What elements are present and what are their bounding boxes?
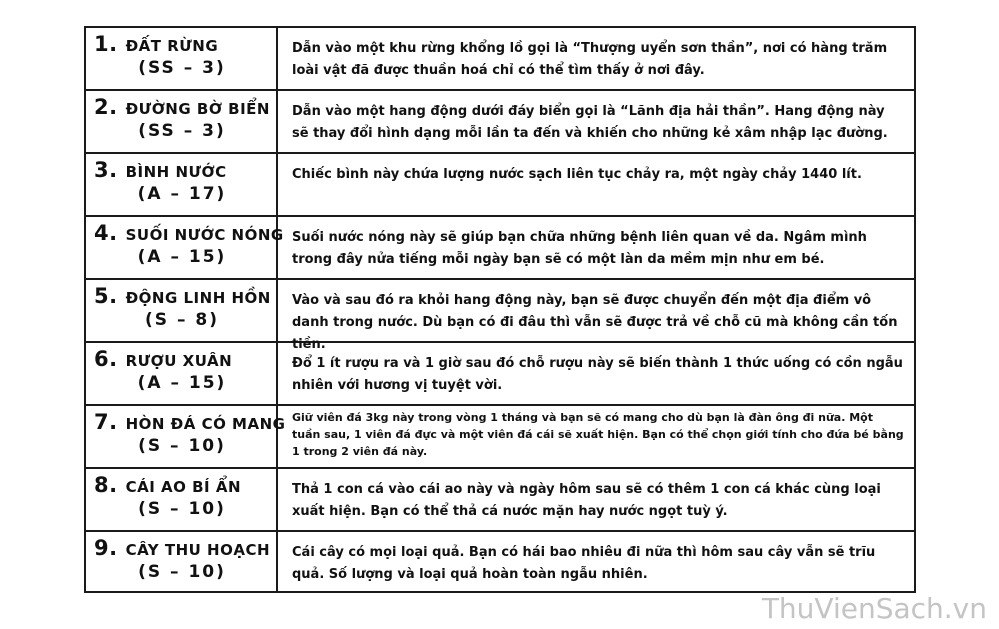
item-description: Chiếc bình này chứa lượng nước sạch liên tục chảy ra, một ngày chảy 1440 lít.: [292, 167, 862, 182]
item-name-cell: [86, 469, 278, 530]
item-title: [94, 95, 270, 119]
table-row: [86, 532, 914, 593]
item-number: 8.: [94, 473, 118, 497]
item-description: Dẫn vào một hang động dưới đáy biển gọi là “Lãnh địa hải thần”. Hang động này sẽ thay đổi hình dạng mỗi lần ta đến và khiến cho những kẻ xâm nhập lạc đường.: [292, 104, 888, 141]
table-row: [86, 406, 914, 469]
item-description: Thả 1 con cá vào cái ao này và ngày hôm sau sẽ có thêm 1 con cá khác cùng loại xuất hiện. Bạn có thể thả cá nước mặn hay nước ngọt tuỳ ý.: [292, 482, 881, 519]
items-table: [84, 26, 916, 593]
item-name-cell: [86, 91, 278, 152]
item-description: Dẫn vào một khu rừng khổng lồ gọi là “Thượng uyển sơn thần”, nơi có hàng trăm loài vật đã được thuần hoá chỉ có thể tìm thấy ở nơi đây.: [292, 41, 888, 78]
item-name: ĐẤT RỪNG: [125, 37, 219, 55]
item-title: [94, 32, 270, 56]
item-rank-code: (A – 15): [137, 247, 227, 267]
item-rank-code: (S – 10): [138, 562, 226, 582]
item-title: [94, 284, 270, 308]
item-number: 4.: [94, 221, 118, 245]
table-row: [86, 154, 914, 217]
item-name-cell: [86, 280, 278, 341]
item-number: 6.: [94, 347, 118, 371]
item-title: [94, 221, 284, 245]
item-name: RƯỢU XUÂN: [125, 352, 233, 370]
item-title: [94, 158, 270, 182]
item-name-cell: [86, 154, 278, 215]
item-description: Cái cây có mọi loại quả. Bạn có hái bao nhiêu đi nữa thì hôm sau cây vẫn sẽ trĩu quả. Số lượng và loại quả hoàn toàn ngẫu nhiên.: [292, 545, 876, 582]
item-rank-code: (A – 17): [137, 184, 227, 204]
item-name: CÂY THU HOẠCH: [125, 541, 271, 559]
item-number: 7.: [94, 410, 118, 434]
table-row: [86, 469, 914, 532]
item-rank-code: (S – 10): [138, 436, 226, 456]
item-rank-code: (S – 8): [145, 310, 219, 330]
item-name-cell: [86, 217, 284, 278]
item-title: [94, 410, 286, 434]
item-rank-code: (SS – 3): [138, 121, 226, 141]
site-watermark: ThuVienSach.vn: [761, 592, 987, 625]
item-name-cell: [86, 406, 286, 467]
table-row: [86, 280, 914, 352]
item-number: 3.: [94, 158, 118, 182]
item-number: 5.: [94, 284, 118, 308]
item-rank-code: (S – 10): [138, 499, 226, 519]
item-description: Suối nước nóng này sẽ giúp bạn chữa những bệnh liên quan về da. Ngâm mình trong đây nửa tiếng mỗi ngày bạn sẽ có một làn da mềm mịn như em bé.: [292, 230, 867, 267]
item-name: CÁI AO BÍ ẨN: [125, 478, 241, 496]
item-name-cell: [86, 343, 278, 404]
item-rank-code: (A – 15): [137, 373, 227, 393]
item-number: 2.: [94, 95, 118, 119]
item-name: SUỐI NƯỚC NÓNG: [125, 226, 284, 244]
item-number: 9.: [94, 536, 118, 560]
item-description: Vào và sau đó ra khỏi hang động này, bạn sẽ được chuyển đến một địa điểm vô danh trong nước. Dù bạn có đi đâu thì vẫn sẽ được trả về chỗ cũ mà không cần tốn tiền.: [292, 293, 898, 352]
table-row: [86, 217, 914, 280]
item-description: Đổ 1 ít rượu ra và 1 giờ sau đó chỗ rượu này sẽ biến thành 1 thức uống có cồn ngẫu nhiên với hương vị tuyệt vời.: [292, 356, 903, 393]
item-name: ĐƯỜNG BỜ BIỂN: [125, 100, 270, 118]
item-name: BÌNH NƯỚC: [125, 163, 227, 181]
table-row: [86, 343, 914, 406]
table-row: [86, 28, 914, 91]
item-name-cell: [86, 532, 278, 593]
item-title: [94, 347, 270, 371]
item-rank-code: (SS – 3): [138, 58, 226, 78]
item-title: [94, 473, 270, 497]
item-name: HÒN ĐÁ CÓ MANG: [125, 415, 286, 433]
item-name-cell: [86, 28, 278, 89]
item-description: Giữ viên đá 3kg này trong vòng 1 tháng và bạn sẽ có mang cho dù bạn là đàn ông đi nữa. Một tuần sau, 1 viên đá đực và một viên đá cái sẽ xuất hiện. Bạn có thể chọn giới tính cho đứa bé bằng 1 trong 2 viên đá này.: [292, 411, 904, 458]
item-number: 1.: [94, 32, 118, 56]
table-row: [86, 91, 914, 154]
item-name: ĐỘNG LINH HỒN: [125, 289, 271, 307]
item-title: [94, 536, 270, 560]
